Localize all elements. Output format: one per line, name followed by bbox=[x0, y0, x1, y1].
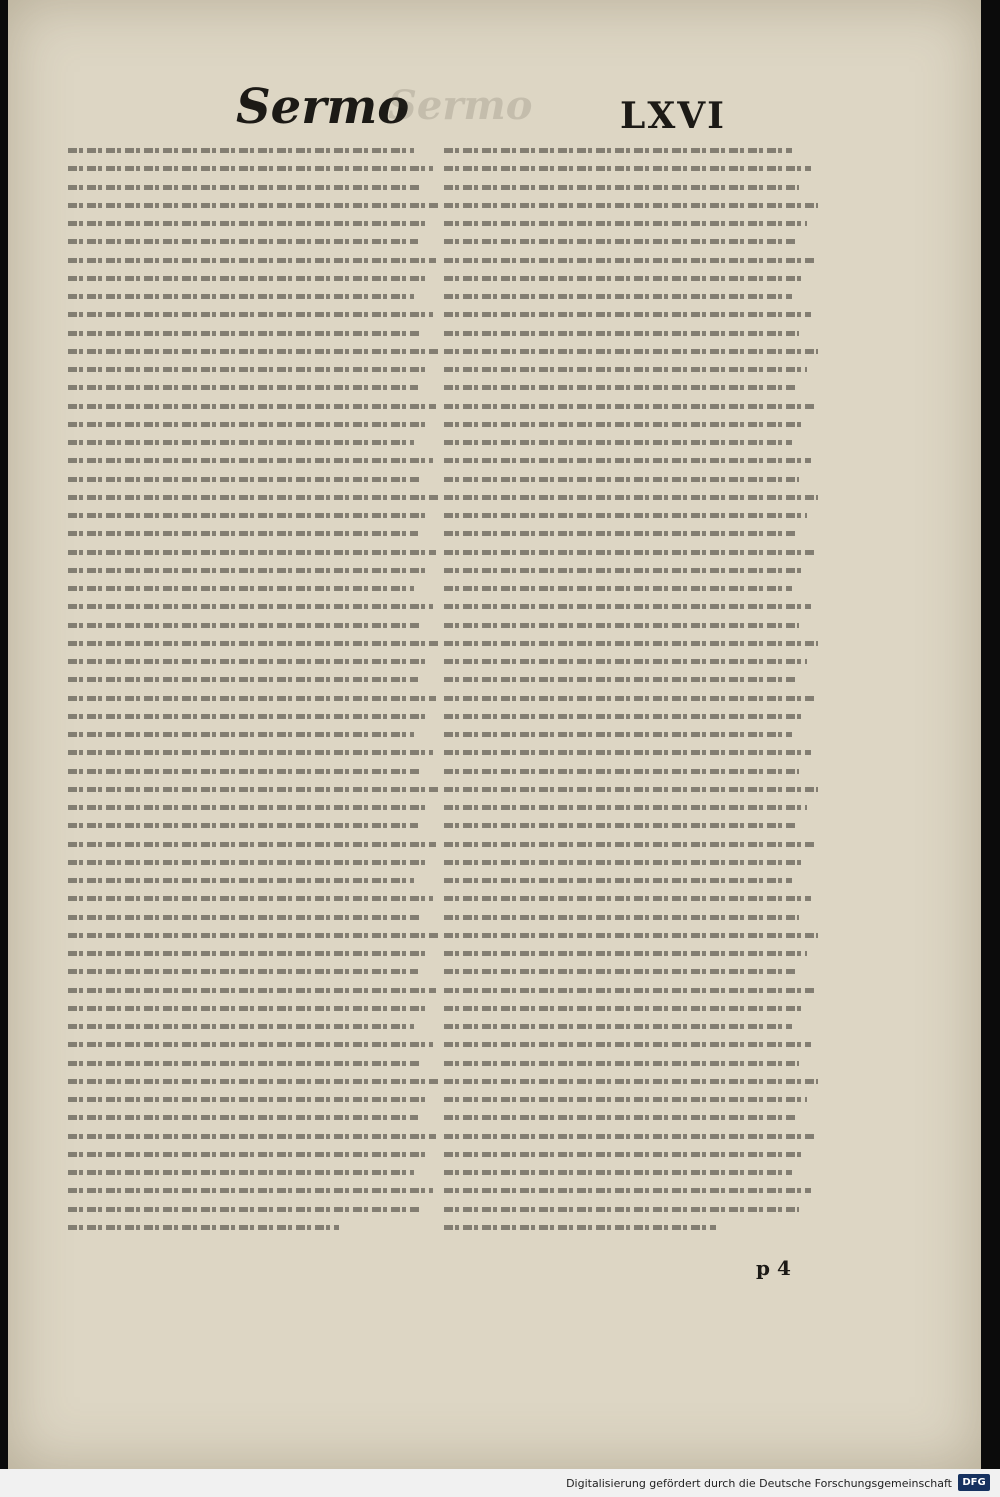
text-line bbox=[68, 221, 429, 226]
text-line bbox=[444, 1097, 807, 1102]
text-line bbox=[68, 1134, 436, 1139]
text-line bbox=[444, 896, 811, 901]
text-line bbox=[444, 1024, 792, 1029]
text-line bbox=[68, 823, 418, 828]
text-line bbox=[444, 860, 803, 865]
dfg-logo-icon: DFG bbox=[958, 1474, 990, 1491]
text-line bbox=[68, 677, 418, 682]
text-line bbox=[444, 787, 818, 792]
signature-mark: p 4 bbox=[756, 1256, 791, 1280]
text-line bbox=[444, 586, 792, 591]
text-line bbox=[68, 1061, 421, 1066]
text-line bbox=[444, 1225, 716, 1230]
text-line bbox=[68, 385, 418, 390]
text-line bbox=[68, 185, 421, 190]
text-line bbox=[68, 769, 421, 774]
text-line bbox=[444, 1042, 811, 1047]
text-line bbox=[68, 1188, 433, 1193]
text-line bbox=[68, 568, 425, 573]
text-line bbox=[68, 951, 429, 956]
text-line bbox=[444, 422, 803, 427]
text-line bbox=[444, 1170, 792, 1175]
text-line bbox=[444, 1006, 803, 1011]
text-line bbox=[68, 404, 436, 409]
text-line bbox=[444, 239, 796, 244]
text-line bbox=[68, 367, 429, 372]
text-line bbox=[68, 586, 414, 591]
running-head-show-through: Sermo bbox=[388, 82, 533, 129]
text-line bbox=[444, 312, 811, 317]
text-line bbox=[444, 714, 803, 719]
text-line bbox=[68, 495, 440, 500]
text-line bbox=[68, 239, 418, 244]
text-line bbox=[68, 969, 418, 974]
text-line bbox=[444, 732, 792, 737]
text-line bbox=[444, 404, 814, 409]
text-line bbox=[68, 732, 414, 737]
text-line bbox=[68, 1006, 425, 1011]
text-line bbox=[68, 988, 436, 993]
text-line bbox=[444, 1188, 811, 1193]
text-line bbox=[444, 495, 818, 500]
text-line bbox=[68, 1042, 433, 1047]
text-line bbox=[444, 513, 807, 518]
text-line bbox=[68, 750, 433, 755]
text-line bbox=[68, 641, 440, 646]
text-line bbox=[68, 623, 421, 628]
text-line bbox=[444, 659, 807, 664]
text-line bbox=[68, 714, 425, 719]
text-line bbox=[68, 1079, 440, 1084]
text-line bbox=[444, 221, 807, 226]
running-head-sermo: Sermo bbox=[236, 79, 410, 135]
text-line bbox=[444, 641, 818, 646]
text-line bbox=[444, 185, 799, 190]
text-line bbox=[444, 258, 814, 263]
text-line bbox=[68, 148, 414, 153]
text-line bbox=[68, 166, 433, 171]
text-line bbox=[68, 203, 440, 208]
text-line bbox=[444, 550, 814, 555]
text-line bbox=[444, 604, 811, 609]
text-line bbox=[68, 531, 418, 536]
book-page bbox=[8, 0, 981, 1469]
text-line bbox=[444, 294, 792, 299]
text-line bbox=[68, 1097, 429, 1102]
text-line bbox=[444, 969, 796, 974]
text-line bbox=[444, 915, 799, 920]
text-line bbox=[68, 1225, 339, 1230]
text-line bbox=[444, 1079, 818, 1084]
text-line bbox=[444, 750, 811, 755]
text-line bbox=[68, 787, 440, 792]
text-line bbox=[68, 513, 429, 518]
text-line bbox=[444, 166, 811, 171]
text-line bbox=[444, 1061, 799, 1066]
text-line bbox=[444, 531, 796, 536]
funding-credit: Digitalisierung gefördert durch die Deutsche Forschungsgemeinschaft bbox=[566, 1477, 952, 1490]
text-line bbox=[444, 276, 803, 281]
text-line bbox=[68, 294, 414, 299]
text-line bbox=[68, 550, 436, 555]
text-line bbox=[444, 769, 799, 774]
text-line bbox=[68, 860, 425, 865]
text-line bbox=[68, 878, 414, 883]
text-line bbox=[444, 842, 814, 847]
text-line bbox=[444, 988, 814, 993]
text-line bbox=[68, 331, 421, 336]
text-column-right bbox=[444, 148, 822, 1248]
text-line bbox=[444, 696, 814, 701]
text-line bbox=[68, 276, 425, 281]
text-line bbox=[68, 1207, 421, 1212]
text-line bbox=[68, 805, 429, 810]
text-line bbox=[444, 440, 792, 445]
text-line bbox=[444, 349, 818, 354]
folio-number: LXVI bbox=[620, 95, 727, 137]
text-line bbox=[68, 933, 440, 938]
text-line bbox=[68, 422, 425, 427]
text-line bbox=[68, 477, 421, 482]
text-line bbox=[68, 312, 433, 317]
text-line bbox=[68, 696, 436, 701]
text-line bbox=[444, 805, 807, 810]
text-line bbox=[68, 659, 429, 664]
text-line bbox=[444, 1207, 799, 1212]
text-line bbox=[68, 1152, 425, 1157]
text-line bbox=[68, 349, 440, 354]
text-line bbox=[444, 385, 796, 390]
text-line bbox=[444, 458, 811, 463]
text-line bbox=[444, 568, 803, 573]
text-line bbox=[444, 933, 818, 938]
text-line bbox=[444, 677, 796, 682]
text-line bbox=[444, 1115, 796, 1120]
text-line bbox=[68, 1024, 414, 1029]
text-line bbox=[68, 1115, 418, 1120]
text-column-left bbox=[68, 148, 444, 1248]
text-line bbox=[444, 477, 799, 482]
text-line bbox=[444, 878, 792, 883]
text-line bbox=[444, 203, 818, 208]
text-line bbox=[68, 258, 436, 263]
text-line bbox=[68, 458, 433, 463]
digitization-footer bbox=[0, 1469, 1000, 1497]
text-line bbox=[444, 331, 799, 336]
text-line bbox=[444, 623, 799, 628]
text-line bbox=[444, 951, 807, 956]
text-line bbox=[444, 1152, 803, 1157]
text-line bbox=[68, 842, 436, 847]
text-line bbox=[68, 915, 421, 920]
text-line bbox=[444, 1134, 814, 1139]
text-line bbox=[68, 440, 414, 445]
text-line bbox=[68, 896, 433, 901]
text-line bbox=[68, 604, 433, 609]
text-line bbox=[444, 823, 796, 828]
text-line bbox=[444, 367, 807, 372]
text-line bbox=[444, 148, 792, 153]
text-line bbox=[68, 1170, 414, 1175]
